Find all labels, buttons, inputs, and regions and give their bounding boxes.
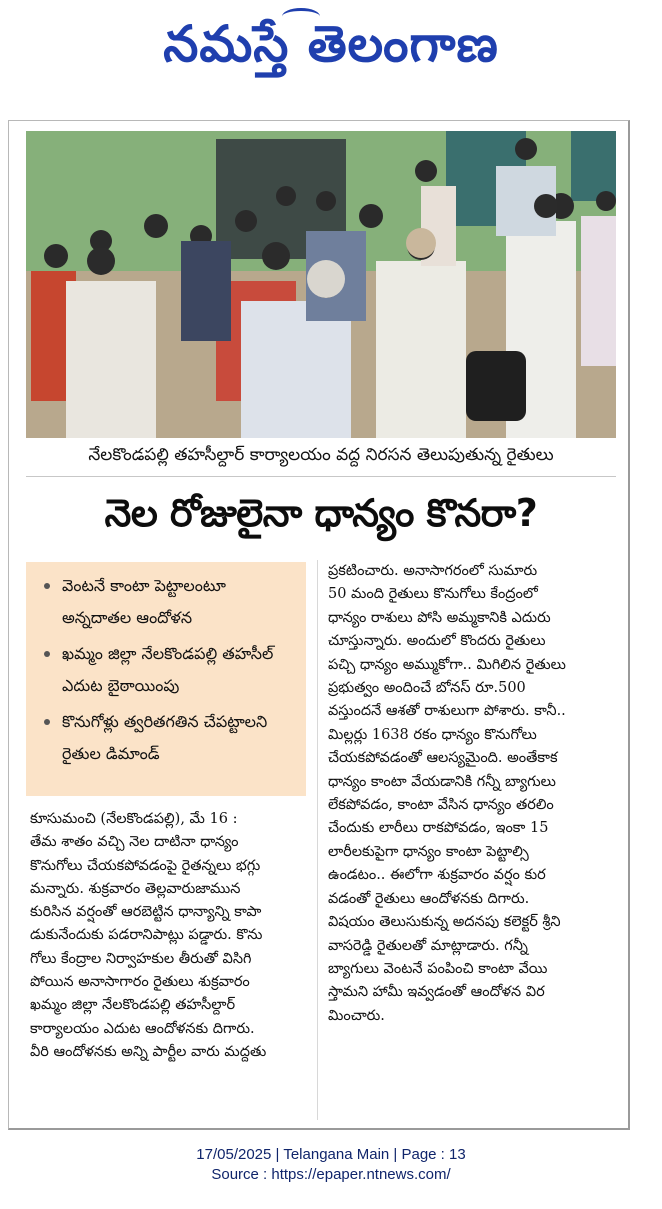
body-line: వీరి ఆందోళనకు అన్ని పార్టీల వారు మద్దతు: [30, 1043, 267, 1060]
article-headline: నెల రోజులైనా ధాన్యం కొనరా?: [104, 491, 538, 535]
epaper-footer: [0, 1145, 662, 1185]
body-line: ధాన్యం రాశులు పోసి అమ్మకానికి ఎదురు: [328, 609, 551, 626]
photo-caption: నేలకొండపల్లి తహసీల్దార్ కార్యాలయం వద్ద నిరసన తెలుపుతున్న రైతులు: [88, 445, 554, 465]
news-photo: [26, 131, 616, 438]
footer-source-link[interactable]: Source : https://epaper.ntnews.com/: [211, 1166, 451, 1183]
body-line: ఖమ్మం జిల్లా నేలకొండపల్లి తహసీల్దార్: [30, 997, 236, 1014]
body-line: మించారు.: [328, 1007, 385, 1024]
body-line: కురిసిన వర్షంతో ఆరబెట్టిన ధాన్యాన్ని కాపా: [30, 904, 262, 921]
body-line: కార్యాలయం ఎదుట ఆందోళనకు దిగారు.: [30, 1020, 255, 1037]
highlight-item: ఖమ్మం జిల్లా నేలకొండపల్లి తహసీల్ ఎదుట బైఠాయింపు: [42, 638, 294, 702]
body-line: తేమ శాతం వచ్చి నెల దాటినా ధాన్యం: [30, 834, 239, 851]
body-line: ధాన్యం కాంటా వేయడానికి గన్నీ బ్యాగులు: [328, 773, 556, 790]
body-line: వస్తుందనే ఆశతో రాశులుగా పోశారు. కానీ..: [328, 703, 566, 720]
body-line: పచ్చి ధాన్యం అమ్ముకోగా.. మిగిలిన రైతులు: [328, 656, 566, 673]
body-line: కొనుగోలు చేయకపోవడంపై రైతన్నలు భగ్గు: [30, 857, 261, 874]
body-line: బ్యాగులు వెంటనే పంపించి కాంటా వేయి: [328, 960, 548, 977]
article-body-right-column: [328, 560, 618, 1028]
body-line: కూసుమంచి (నేలకొండపల్లి), మే 16 :: [30, 811, 238, 827]
body-line: వడంతో రైతులు ఆందోళనకు దిగారు.: [328, 890, 530, 907]
body-line: విషయం తెలుసుకున్న అదనపు కలెక్టర్ శ్రీని: [328, 914, 561, 931]
body-line: ఉండటం.. ఈలోగా శుక్రవారం వర్షం కుర: [328, 867, 546, 884]
highlight-item: వెంటనే కాంటా పెట్టాలంటూ అన్నదాతల ఆందోళన: [42, 570, 294, 634]
body-line: ప్రభుత్వం అందించే బోనస్ రూ.500: [328, 680, 526, 697]
body-line: డుకునేందుకు పడరానిపాట్లు పడ్డారు. కొను: [30, 927, 263, 944]
body-line: లేకపోవడం, కాంటా వేసిన ధాన్యం తరలిం: [328, 797, 554, 814]
caption-divider: [26, 476, 616, 477]
body-line: స్తామని హామీ ఇవ్వడంతో ఆందోళన విర: [328, 984, 545, 1001]
article-body-left-column: [30, 808, 308, 1064]
body-line: వాసరెడ్డి రైతులతో మాట్లాడారు. గన్నీ: [328, 937, 528, 954]
footer-date-page: 17/05/2025 | Telangana Main | Page : 13: [196, 1146, 466, 1163]
masthead-ornament: [282, 8, 320, 25]
body-line: పోయిన అనాసాగారం రైతులు శుక్రవారం: [30, 974, 250, 991]
highlight-item: కొనుగోళ్లు త్వరితగతిన చేపట్టాలని రైతుల డిమాండ్: [42, 706, 294, 770]
masthead-title: నమస్తే తెలంగాణ: [163, 14, 499, 73]
newspaper-masthead: [0, 0, 662, 100]
body-line: మన్నారు. శుక్రవారం తెల్లవారుజామున: [30, 880, 241, 897]
highlights-box: [26, 562, 306, 796]
column-divider: [317, 560, 318, 1120]
body-line: చేయకపోవడంతో ఆలస్యమైంది. అంతేకాక: [328, 750, 558, 767]
body-line: 50 మంది రైతులు కొనుగోలు కేంద్రంలో: [328, 586, 538, 603]
protest-photo-illustration: [26, 131, 616, 438]
body-line: చూస్తున్నారు. అందులో కొందరు రైతులు: [328, 633, 546, 650]
body-line: మిల్లర్లు 1638 రకం ధాన్యం కొనుగోలు: [328, 726, 537, 743]
body-line: చేందుకు లారీలు రాకపోవడం, ఇంకా 15: [328, 820, 549, 837]
body-line: లారీలకుపైగా ధాన్యం కాంటా పెట్టాల్సి: [328, 843, 529, 860]
body-line: ప్రకటించారు. అనాసాగరంలో సుమారు: [328, 563, 538, 579]
body-line: గోలు కేంద్రాల నిర్వాహకుల తీరుతో విసిగి: [30, 950, 252, 967]
